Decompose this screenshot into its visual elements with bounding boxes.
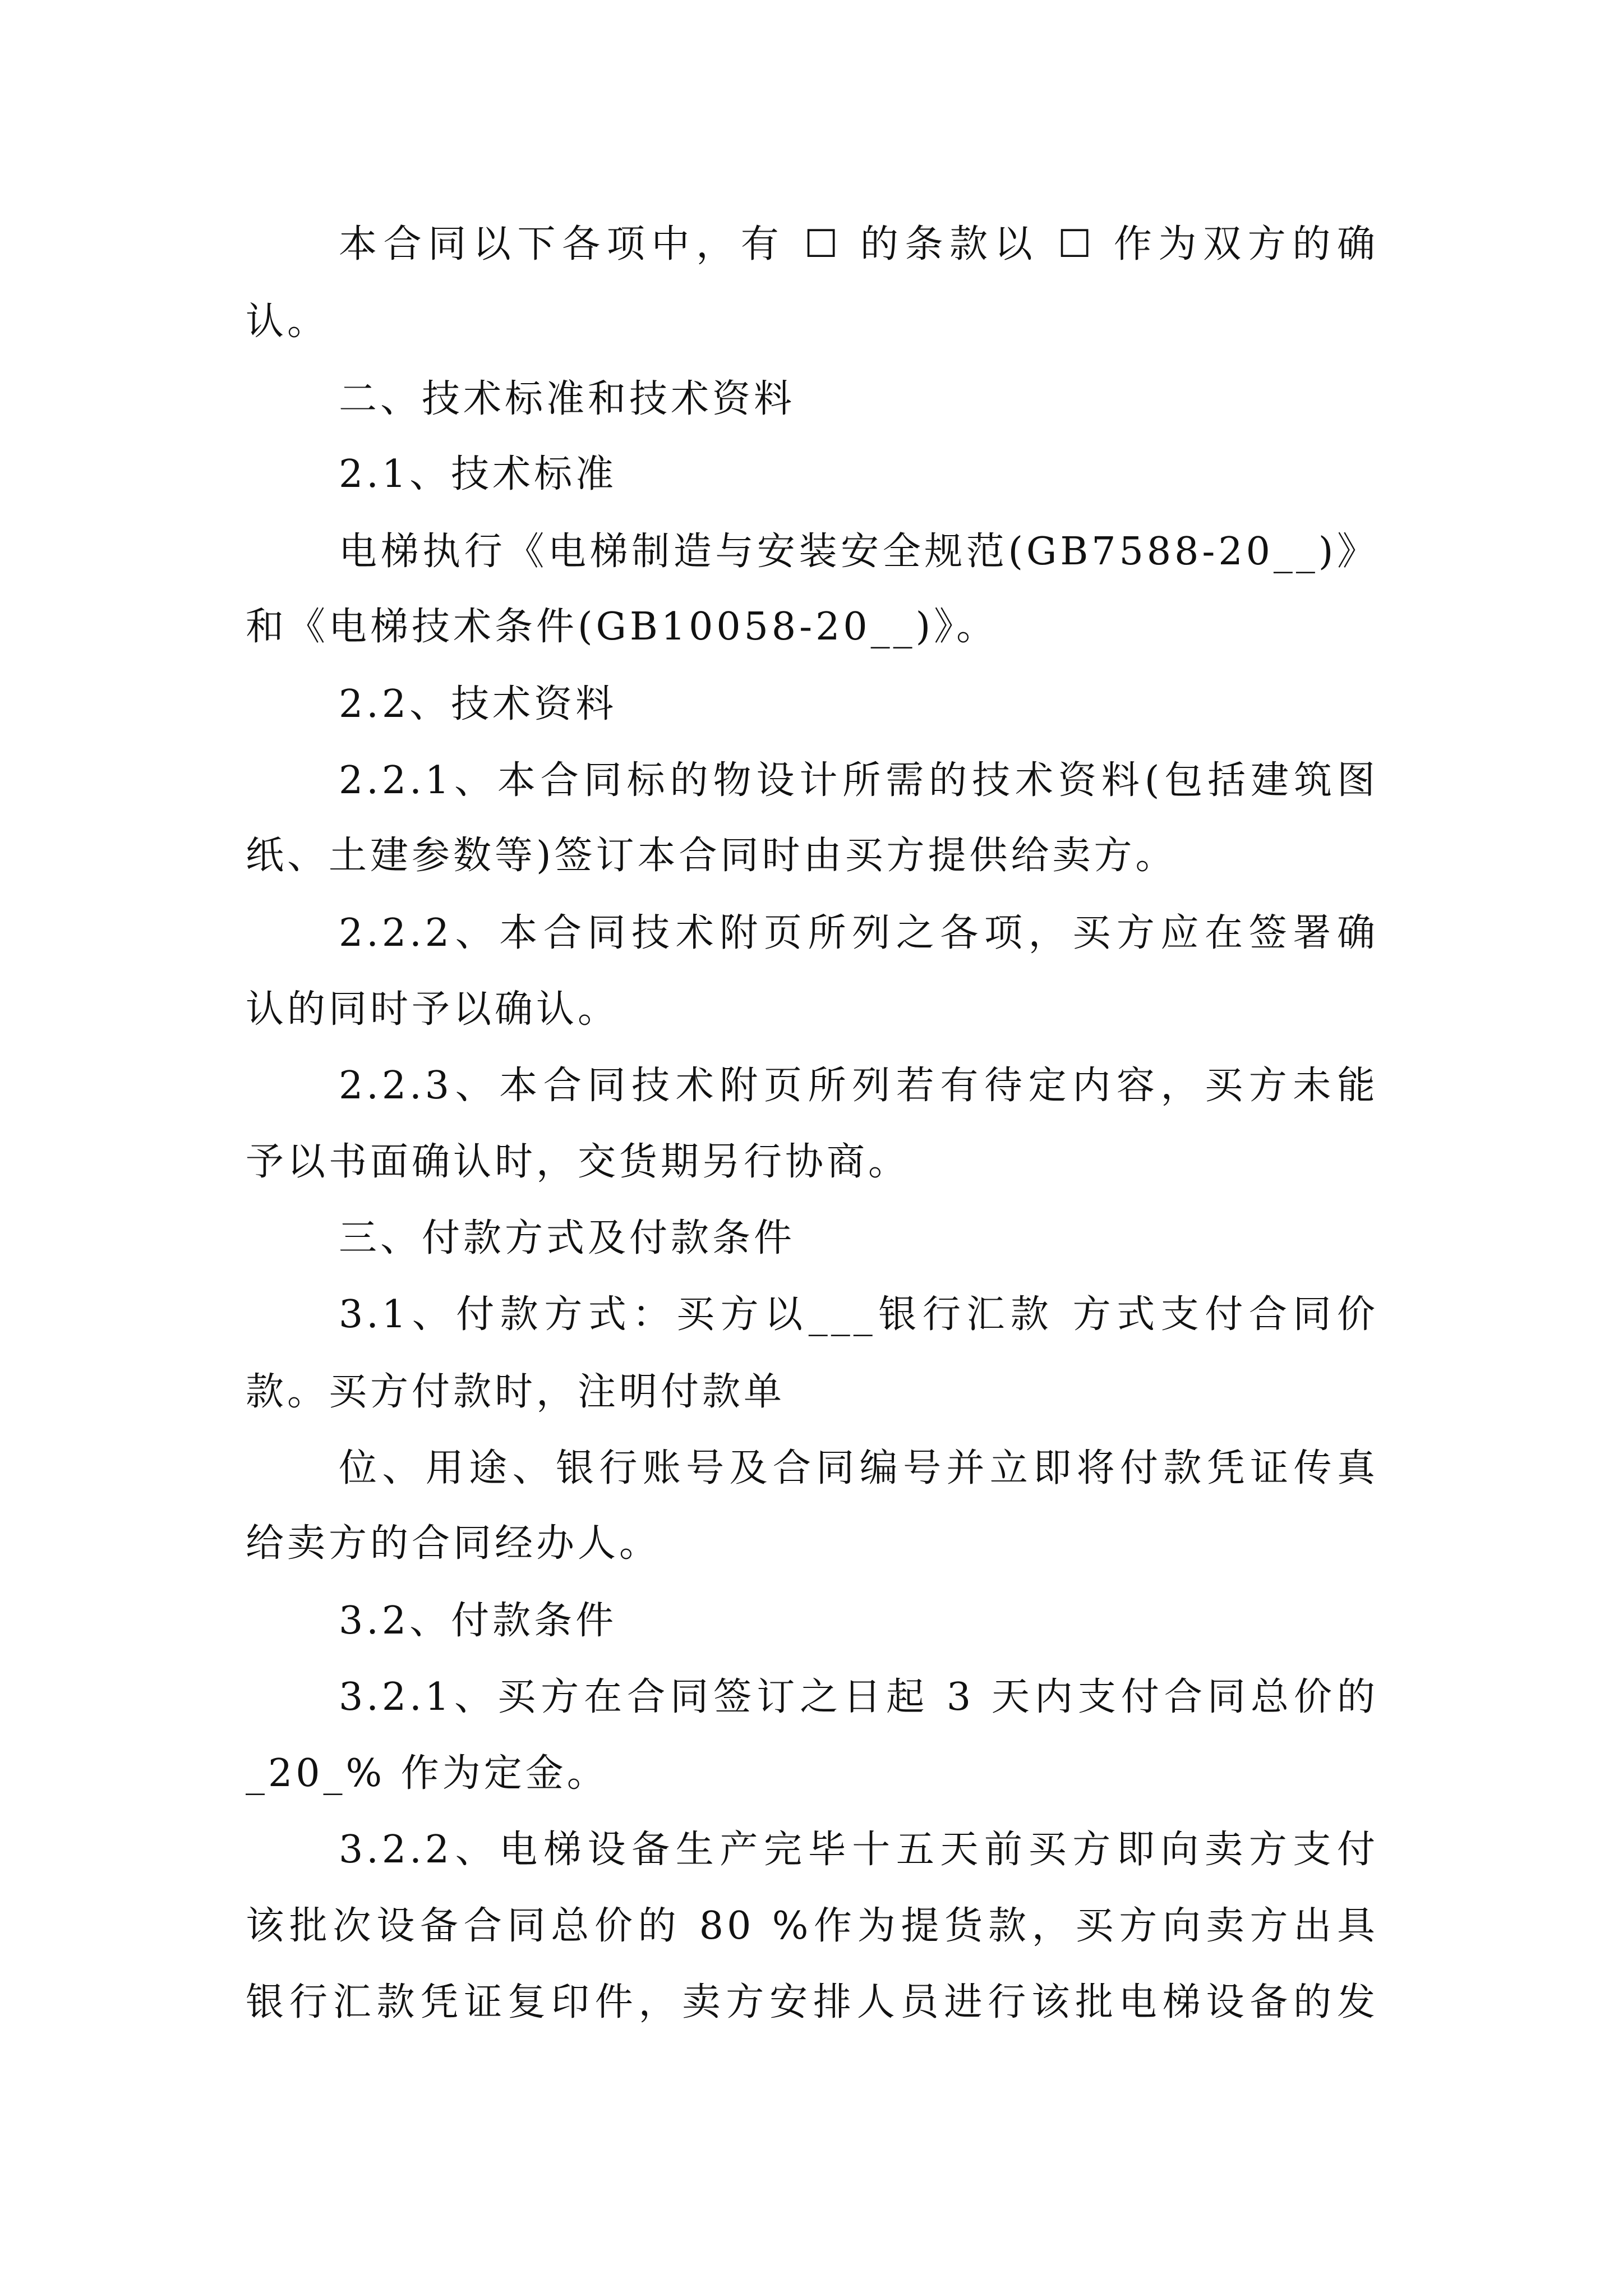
text-line: 位、用途、银行账号及合同编号并立即将付款凭证传真 <box>339 1446 1378 1490</box>
text-line: 2.2.3、本合同技术附页所列若有待定内容，买方未能 <box>339 1064 1378 1108</box>
text-line: 电梯执行《电梯制造与安装安全规范(GB7588-20__)》 <box>339 530 1378 574</box>
text-line: 纸、土建参数等)签订本合同时由买方提供给卖方。 <box>246 834 1177 878</box>
subsection-heading: 2.2、技术资料 <box>339 682 617 726</box>
text-line: _20_% 作为定金。 <box>246 1751 608 1796</box>
text-line: 款。买方付款时，注明付款单 <box>246 1370 786 1414</box>
text-line: 3.2.2、电梯设备生产完毕十五天前买方即向卖方支付 <box>339 1828 1378 1872</box>
section-heading: 三、付款方式及付款条件 <box>339 1216 796 1260</box>
section-heading: 二、技术标准和技术资料 <box>339 377 796 421</box>
text-line: 2.2.1、本合同标的物设计所需的技术资料(包括建筑图 <box>339 758 1378 803</box>
subsection-heading: 3.2、付款条件 <box>339 1599 617 1643</box>
text-line: 认。 <box>246 300 329 344</box>
text-line: 2.2.2、本合同技术附页所列之各项，买方应在签署确 <box>339 911 1378 955</box>
text-line: 3.2.1、买方在合同签订之日起 3 天内支付合同总价的 <box>339 1675 1378 1719</box>
text-line: 予以书面确认时，交货期另行协商。 <box>246 1140 910 1184</box>
text-line: 银行汇款凭证复印件，卖方安排人员进行该批电梯设备的发 <box>246 1980 1378 2024</box>
text-line: 和《电梯技术条件(GB10058-20__)》。 <box>246 605 998 649</box>
text-line: 给卖方的合同经办人。 <box>246 1521 661 1566</box>
text-line: 本合同以下各项中，有 ☐ 的条款以 ☐ 作为双方的确 <box>339 222 1378 266</box>
text-line: 该批次设备合同总价的 80 %作为提货款，买方向卖方出具 <box>246 1904 1378 1948</box>
subsection-heading: 2.1、技术标准 <box>339 452 617 496</box>
text-line: 认的同时予以确认。 <box>246 987 620 1032</box>
text-line: 3.1、付款方式：买方以___银行汇款 方式支付合同价 <box>339 1292 1378 1337</box>
